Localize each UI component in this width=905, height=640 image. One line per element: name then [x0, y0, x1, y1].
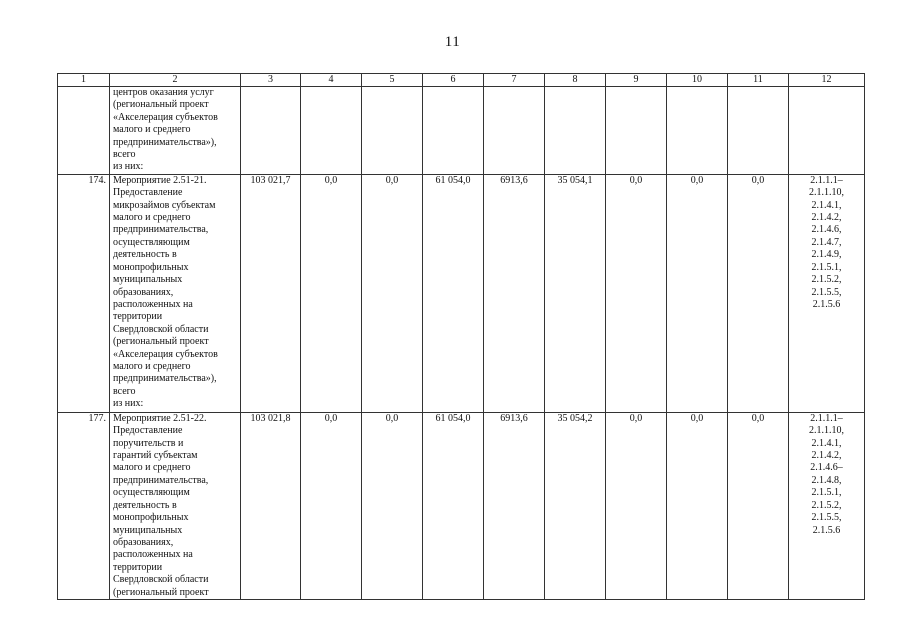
activity-name-line: предпринимательства»),: [113, 373, 217, 385]
activity-name-line: «Акселерация субъектов: [113, 348, 218, 360]
value-cell: 6913,6: [484, 412, 545, 599]
activity-name-line: Свердловской области: [113, 323, 209, 335]
activity-name-line: поручительств и: [113, 437, 184, 449]
value-cell: 35 054,2: [545, 412, 606, 599]
value-cell: 0,0: [667, 412, 728, 599]
activity-name-line: территории: [113, 561, 163, 573]
activity-name-line: монопрофильных: [113, 261, 189, 273]
activity-name-line: Предоставление: [113, 187, 183, 199]
activity-name-line: всего: [113, 385, 136, 397]
activity-name-line: расположенных на: [113, 298, 193, 310]
target-indicator: 2.1.1.10,: [809, 187, 844, 199]
activity-name-line: монопрофильных: [113, 512, 189, 524]
value-cell: 0,0: [606, 174, 667, 412]
row-number: [58, 87, 110, 175]
activity-name-line: (региональный проект: [113, 586, 209, 598]
activity-name-line: гарантий субъектам: [113, 450, 198, 462]
activity-name-line: из них:: [113, 161, 144, 173]
column-header: 3: [241, 74, 301, 87]
activity-name-line: предпринимательства,: [113, 474, 209, 486]
activity-name-line: Мероприятие 2.51-22.: [113, 412, 207, 424]
activity-name-line: микрозаймов субъектам: [113, 199, 216, 211]
activity-name: [110, 174, 241, 412]
activity-name-line: муниципальных: [113, 524, 183, 536]
activity-name-line: малого и среднего: [113, 212, 191, 224]
target-indicator: 2.1.5.1,: [811, 261, 842, 273]
column-header: 9: [606, 74, 667, 87]
table-row-continuation: [58, 87, 865, 175]
target-indicators-cell: [789, 87, 865, 175]
value-cell: 0,0: [728, 174, 789, 412]
activity-name-line: всего: [113, 149, 136, 161]
value-cell: 103 021,7: [241, 174, 301, 412]
row-number: 174.: [58, 174, 110, 412]
value-cell: 0,0: [301, 412, 362, 599]
target-indicator: 2.1.4.1,: [811, 437, 842, 449]
activity-name: [110, 87, 241, 175]
activity-name-line: осуществляющим: [113, 487, 190, 499]
column-header: 7: [484, 74, 545, 87]
value-cell: 0,0: [667, 174, 728, 412]
activity-name-line: из них:: [113, 398, 144, 410]
activity-name-line: центров оказания услуг: [113, 87, 214, 98]
target-indicator: 2.1.4.6–: [810, 462, 843, 474]
target-indicator: 2.1.1.1–: [810, 174, 843, 186]
row-number: 177.: [58, 412, 110, 599]
table-row-177: [58, 412, 865, 599]
target-indicator: 2.1.5.5,: [811, 512, 842, 524]
column-header: 12: [789, 74, 865, 87]
activity-name-line: территории: [113, 311, 163, 323]
column-number-header-row: [58, 74, 865, 87]
target-indicator: 2.1.5.6: [812, 524, 841, 536]
column-header: 2: [110, 74, 241, 87]
target-indicator: 2.1.4.6,: [811, 224, 842, 236]
value-cell: [728, 87, 789, 175]
value-cell: 35 054,1: [545, 174, 606, 412]
value-cell: 103 021,8: [241, 412, 301, 599]
activity-name-line: расположенных на: [113, 549, 193, 561]
table-row-174: [58, 174, 865, 412]
target-indicator: 2.1.4.9,: [811, 249, 842, 261]
activity-name-line: малого и среднего: [113, 124, 191, 136]
value-cell: [423, 87, 484, 175]
column-header: 11: [728, 74, 789, 87]
activity-name-line: образованиях,: [113, 536, 174, 548]
activity-name-line: Предоставление: [113, 425, 183, 437]
target-indicator: 2.1.5.6: [812, 298, 841, 310]
target-indicator: 2.1.4.2,: [811, 450, 842, 462]
activity-name-line: Мероприятие 2.51-21.: [113, 174, 207, 186]
target-indicator: 2.1.5.1,: [811, 487, 842, 499]
value-cell: [241, 87, 301, 175]
activity-name-line: деятельность в: [113, 249, 177, 261]
target-indicators-cell: [789, 174, 865, 412]
column-header: 8: [545, 74, 606, 87]
value-cell: 0,0: [606, 412, 667, 599]
value-cell: [362, 87, 423, 175]
value-cell: [606, 87, 667, 175]
activity-name-line: осуществляющим: [113, 236, 190, 248]
value-cell: 0,0: [362, 412, 423, 599]
budget-table: [57, 73, 865, 600]
target-indicator: 2.1.5.2,: [811, 274, 842, 286]
value-cell: 0,0: [301, 174, 362, 412]
activity-name-line: предпринимательства»),: [113, 136, 217, 148]
activity-name-line: «Акселерация субъектов: [113, 111, 218, 123]
activity-name-line: Свердловской области: [113, 574, 209, 586]
activity-name-line: (региональный проект: [113, 99, 209, 111]
column-header: 4: [301, 74, 362, 87]
target-indicator: 2.1.4.7,: [811, 236, 842, 248]
target-indicator: 2.1.4.2,: [811, 212, 842, 224]
value-cell: [301, 87, 362, 175]
value-cell: 61 054,0: [423, 174, 484, 412]
activity-name-line: малого и среднего: [113, 462, 191, 474]
activity-name-line: (региональный проект: [113, 336, 209, 348]
page-number: 11: [444, 34, 461, 50]
value-cell: [545, 87, 606, 175]
target-indicator: 2.1.1.1–: [810, 412, 843, 424]
value-cell: 0,0: [362, 174, 423, 412]
activity-name-line: муниципальных: [113, 274, 183, 286]
activity-name-line: образованиях,: [113, 286, 174, 298]
target-indicator: 2.1.5.2,: [811, 499, 842, 511]
column-header: 6: [423, 74, 484, 87]
target-indicator: 2.1.4.1,: [811, 199, 842, 211]
target-indicator: 2.1.4.8,: [811, 474, 842, 486]
value-cell: [484, 87, 545, 175]
target-indicator: 2.1.5.5,: [811, 286, 842, 298]
value-cell: 0,0: [728, 412, 789, 599]
activity-name-line: деятельность в: [113, 499, 177, 511]
value-cell: [667, 87, 728, 175]
activity-name-line: малого и среднего: [113, 360, 191, 372]
column-header: 5: [362, 74, 423, 87]
target-indicator: 2.1.1.10,: [809, 425, 844, 437]
value-cell: 61 054,0: [423, 412, 484, 599]
activity-name-line: предпринимательства,: [113, 224, 209, 236]
column-header: 10: [667, 74, 728, 87]
value-cell: 6913,6: [484, 174, 545, 412]
target-indicators-cell: [789, 412, 865, 599]
activity-name: [110, 412, 241, 599]
column-header: 1: [58, 74, 110, 87]
